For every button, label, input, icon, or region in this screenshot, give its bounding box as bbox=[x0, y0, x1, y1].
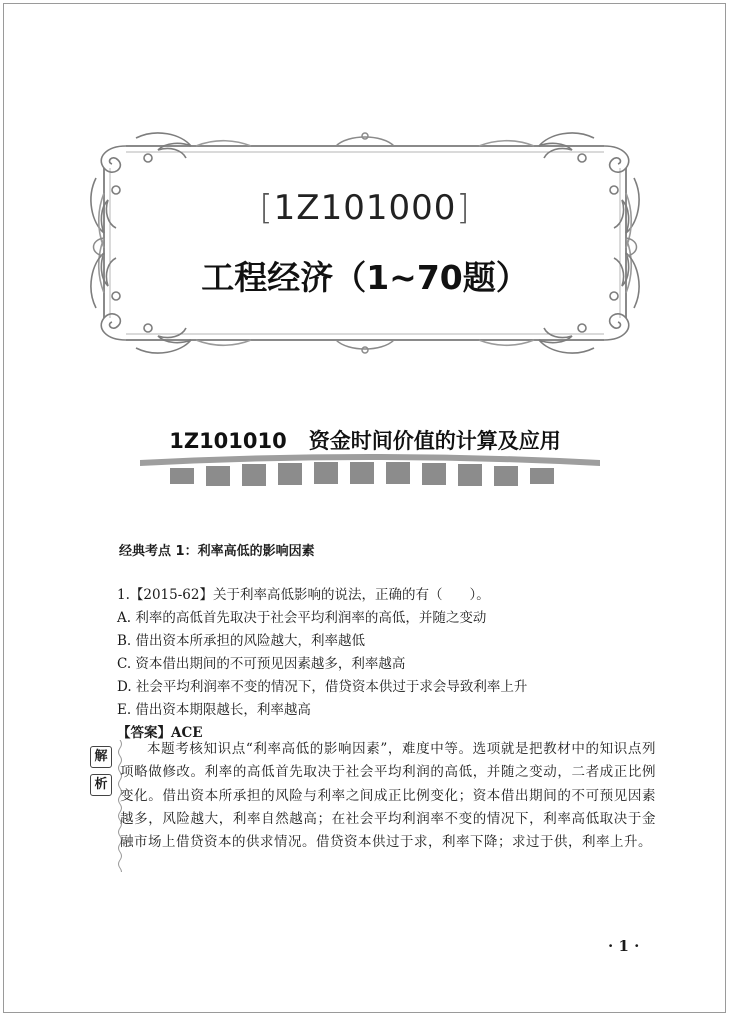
option-e: E. 借出资本期限越长，利率越高 bbox=[117, 702, 311, 718]
code-bracket-open: [ bbox=[259, 188, 274, 228]
question-block bbox=[117, 584, 677, 745]
answer-label: 【答案】 bbox=[117, 725, 171, 741]
section-heading bbox=[0, 425, 730, 455]
option-a: A. 利率的高低首先取决于社会平均利润率的高低，并随之变动 bbox=[117, 610, 487, 626]
answer-value: ACE bbox=[171, 725, 203, 741]
key-point-heading: 经典考点 1：利率高低的影响因素 bbox=[119, 544, 315, 559]
analysis-text: 本题考核知识点“利率高低的影响因素”，难度中等。选项就是把教材中的知识点列项略做修改。利率的高低首先取决于社会平均利润的高低，并随之变动，二者成正比例变化。借出资本所承担的风险与利率之间成正比例变化；资本借出期间的不可预见因素越多，风险越大，利率自然越高；在社会平均利润率不变的情况下，利率高低取决于金融市场上借贷资本的供求情况。借贷资本供过于求，利率下降；求过于供，利率上升。 bbox=[120, 741, 656, 851]
option-c: C. 资本借出期间的不可预见因素越多，利率越高 bbox=[117, 656, 406, 672]
page-number: · 1 · bbox=[608, 937, 640, 955]
code-bracket-close: ] bbox=[456, 188, 471, 228]
section-code: 1Z101010 bbox=[169, 429, 287, 453]
badge-char-jie: 解 bbox=[90, 746, 112, 768]
chapter-code bbox=[0, 188, 730, 228]
chapter-title: 工程经济（1~70题） bbox=[201, 258, 529, 297]
ornamental-frame bbox=[86, 128, 644, 358]
option-b: B. 借出资本所承担的风险越大，利率越低 bbox=[117, 633, 366, 649]
chapter-code-text: 1Z101000 bbox=[273, 188, 457, 228]
section-title: 资金时间价值的计算及应用 bbox=[308, 429, 561, 453]
option-d: D. 社会平均利润率不变的情况下，借贷资本供过于求会导致利率上升 bbox=[117, 679, 528, 695]
bunting-banner bbox=[140, 452, 600, 497]
question-stem: 1.【2015-62】关于利率高低影响的说法，正确的有（ ）。 bbox=[117, 587, 490, 603]
badge-char-xi: 析 bbox=[90, 774, 112, 796]
